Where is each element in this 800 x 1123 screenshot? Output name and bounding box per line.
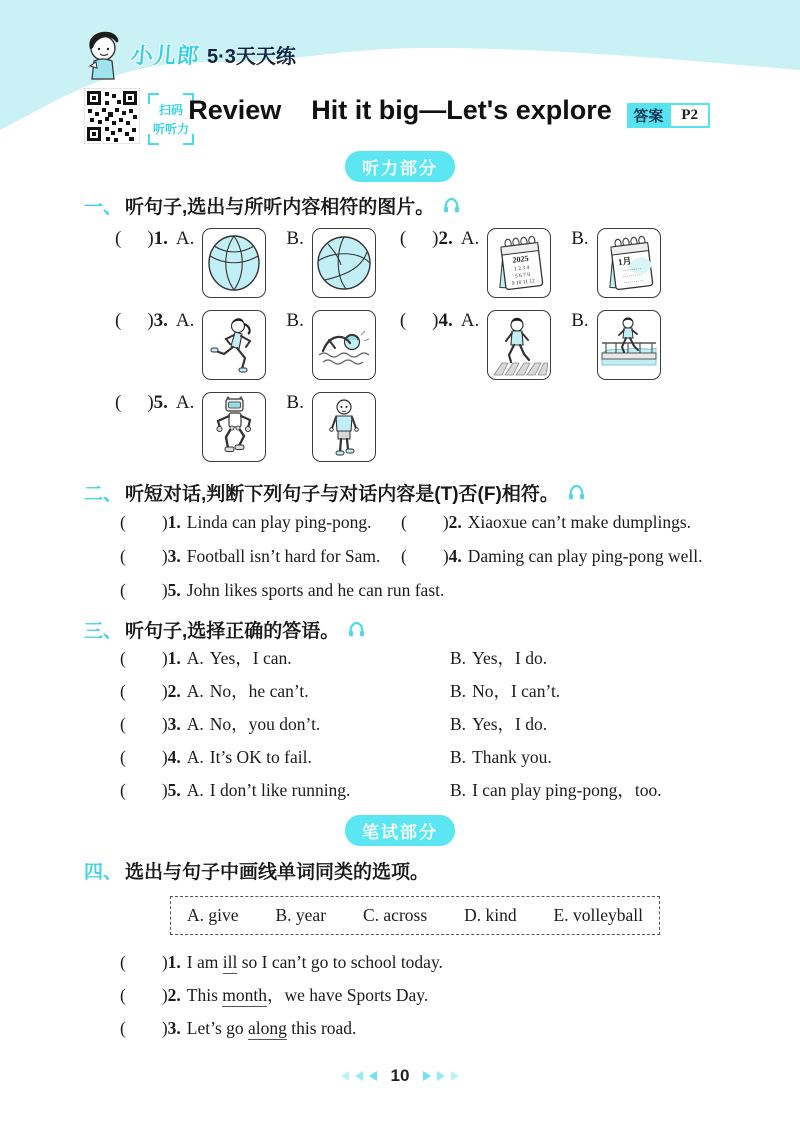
- section4-number: 四、: [84, 862, 123, 883]
- question-number: 5.: [153, 392, 168, 413]
- option-a-text: Yes，I can.: [209, 648, 292, 668]
- item-number: 2.: [167, 681, 181, 701]
- option-a-label: A.: [175, 392, 195, 413]
- section1-row1: [115, 228, 661, 298]
- right-arrow-icon: [437, 1071, 445, 1081]
- question-4: [400, 310, 661, 380]
- reply-item-4-b: [450, 747, 726, 768]
- option-b-label: B.: [450, 780, 467, 800]
- answer-paren-open: (: [120, 681, 126, 701]
- reply-item-3-b: [450, 714, 726, 735]
- section3-items: [120, 648, 726, 801]
- tf-item-1: [120, 512, 401, 533]
- reply-item-1-a: [120, 648, 450, 669]
- option-b-label: B.: [450, 714, 467, 734]
- option-a-label: A.: [175, 310, 195, 331]
- item-number: 3.: [167, 546, 181, 566]
- sentence-pre: I am: [186, 952, 223, 972]
- svg-text:··········: ··········: [621, 266, 642, 275]
- answer-paren-open: (: [120, 952, 126, 972]
- word-bank-option: C. across: [362, 905, 428, 925]
- answer-paren-close: ): [161, 985, 168, 1005]
- robot-running-image: [202, 392, 266, 462]
- boy-crossing-bridge-image: [597, 310, 661, 380]
- question-5: [115, 392, 376, 462]
- desk-calendar-january-image: [597, 228, 661, 298]
- answer-paren-open: (: [115, 310, 122, 331]
- option-b-text: No，I can’t.: [472, 681, 561, 701]
- written-section-badge: 笔试部分: [345, 815, 455, 846]
- reply-item-2-a: [120, 681, 450, 702]
- option-b-text: Yes，I do.: [472, 714, 548, 734]
- answer-paren-close: ): [442, 546, 449, 566]
- section1-row3: [115, 392, 376, 462]
- answer-paren-open: (: [120, 985, 126, 1005]
- option-b-label: B.: [450, 747, 467, 767]
- section1-row2: [115, 310, 661, 380]
- option-b-text: Thank you.: [472, 747, 552, 767]
- reply-item-4-a: [120, 747, 450, 768]
- section4-heading: [84, 857, 429, 884]
- item-number: 1.: [167, 512, 181, 532]
- answer-paren-close: ): [161, 681, 168, 701]
- left-arrow-icon: [341, 1071, 349, 1081]
- item-number: 2.: [448, 512, 462, 532]
- question-2: [400, 228, 661, 298]
- question-number: 4.: [438, 310, 453, 331]
- reply-item-1-b: [450, 648, 726, 669]
- tf-item-5: [120, 580, 726, 601]
- item-text: John likes sports and he can run fast.: [186, 580, 445, 600]
- section2-number: 二、: [84, 484, 123, 505]
- option-a-label: A.: [186, 681, 204, 701]
- reply-item-5-b: [450, 780, 726, 801]
- sentence-pre: Let’s go: [186, 1018, 249, 1038]
- qr-caption-line1: 扫码: [158, 103, 183, 117]
- section3-number: 三、: [84, 621, 123, 642]
- answer-paren-close: ): [161, 952, 168, 972]
- svg-text:5 6 7 8: 5 6 7 8: [514, 271, 531, 280]
- tf-item-2: [401, 512, 726, 533]
- underlined-word: ill: [222, 952, 238, 972]
- title-review: Review: [188, 95, 282, 125]
- mascot-boy-icon: [82, 28, 124, 80]
- option-b-text: I can play ping-pong，too.: [472, 780, 662, 800]
- answer-paren-close: ): [161, 648, 168, 668]
- answer-paren-open: (: [120, 747, 126, 767]
- section2-items: [120, 512, 726, 601]
- item-text: Football isn’t hard for Sam.: [186, 546, 381, 566]
- right-arrow-icon: [451, 1071, 459, 1081]
- answer-paren-close: ): [161, 714, 168, 734]
- classify-item-2: [120, 985, 443, 1006]
- answer-page: P2: [669, 103, 710, 128]
- reply-item-2-b: [450, 681, 726, 702]
- reply-item-5-a: [120, 780, 450, 801]
- answer-paren-close: ): [161, 1018, 168, 1038]
- sentence-post: ，we have Sports Day.: [267, 985, 429, 1005]
- series-name: 5·3天天练: [207, 45, 296, 68]
- answer-paren-open: (: [120, 1018, 126, 1038]
- svg-text:··········: ··········: [622, 278, 644, 287]
- item-number: 1.: [167, 648, 181, 668]
- word-bank-option: D. kind: [464, 905, 517, 925]
- answer-paren-close: ): [147, 228, 154, 249]
- sentence-pre: This: [186, 985, 223, 1005]
- option-a-text: I don’t like running.: [209, 780, 351, 800]
- answer-paren-close: ): [432, 310, 439, 331]
- item-number: 5.: [167, 780, 181, 800]
- qr-caption-line2: 听听力: [152, 122, 189, 136]
- answer-paren-open: (: [115, 228, 122, 249]
- question-number: 3.: [153, 310, 168, 331]
- item-number: 4.: [448, 546, 462, 566]
- reply-item-3-a: [120, 714, 450, 735]
- word-bank-option: B. year: [275, 905, 327, 925]
- sentence-post: this road.: [286, 1018, 357, 1038]
- item-number: 3.: [167, 714, 181, 734]
- answer-paren-close: ): [432, 228, 439, 249]
- item-number: 1.: [167, 952, 181, 972]
- item-number: 4.: [167, 747, 181, 767]
- tf-item-4: [401, 546, 726, 567]
- girl-running-image: [202, 310, 266, 380]
- option-a-text: It’s OK to fail.: [209, 747, 312, 767]
- option-a-label: A.: [460, 228, 480, 249]
- left-arrow-icon: [369, 1071, 377, 1081]
- answer-paren-open: (: [120, 780, 126, 800]
- section1-title: 听句子,选出与所听内容相符的图片。: [125, 197, 435, 218]
- answer-paren-open: (: [399, 228, 407, 249]
- option-b-label: B.: [571, 310, 589, 331]
- headphones-icon: [347, 621, 366, 638]
- boy-walking-image: [312, 392, 376, 462]
- classify-item-1: [120, 952, 443, 973]
- word-bank-option: E. volleyball: [553, 905, 643, 925]
- page-footer: [0, 1066, 800, 1086]
- answer-paren-close: ): [161, 780, 168, 800]
- option-a-text: No，he can’t.: [209, 681, 309, 701]
- answer-paren-open: (: [115, 392, 122, 413]
- basketball-image: [202, 228, 266, 298]
- boy-crossing-road-image: [487, 310, 551, 380]
- option-b-label: B.: [286, 228, 304, 249]
- answer-label: 答案: [627, 103, 669, 128]
- title-unit: Hit it big—Let's explore: [311, 95, 612, 125]
- section3-heading: [84, 616, 366, 643]
- section2-heading: [84, 479, 586, 506]
- section2-title: 听短对话,判断下列句子与对话内容是(T)否(F)相符。: [125, 484, 559, 505]
- headphones-icon: [567, 484, 586, 501]
- answer-paren-close: ): [161, 546, 168, 566]
- option-a-label: A.: [186, 648, 204, 668]
- option-a-label: A.: [186, 747, 204, 767]
- section1-number: 一、: [84, 197, 123, 218]
- answer-paren-close: ): [147, 310, 154, 331]
- question-3: [115, 310, 376, 380]
- answer-paren-open: (: [120, 580, 126, 600]
- desk-calendar-2025-image: [487, 228, 551, 298]
- option-a-label: A.: [460, 310, 480, 331]
- sentence-post: so I can’t go to school today.: [237, 952, 443, 972]
- answer-paren-open: (: [120, 714, 126, 734]
- left-arrow-icon: [355, 1071, 363, 1081]
- classify-item-3: [120, 1018, 443, 1039]
- answer-paren-close: ): [161, 580, 168, 600]
- answer-paren-open: (: [120, 512, 126, 532]
- section3-title: 听句子,选择正确的答语。: [125, 621, 340, 642]
- logo-name: 小儿郎: [129, 42, 202, 68]
- svg-text:9 10 11 12: 9 10 11 12: [511, 278, 536, 287]
- answer-paren-open: (: [120, 648, 126, 668]
- word-bank-option: A. give: [187, 905, 239, 925]
- answer-paren-close: ): [442, 512, 449, 532]
- section4-title: 选出与句子中画线单词同类的选项。: [125, 862, 430, 883]
- question-1: [115, 228, 376, 298]
- tf-item-3: [120, 546, 401, 567]
- item-text: Xiaoxue can’t make dumplings.: [467, 512, 692, 532]
- item-number: 3.: [167, 1018, 181, 1038]
- answer-reference: [627, 103, 710, 128]
- option-b-text: Yes，I do.: [472, 648, 548, 668]
- option-b-label: B.: [286, 392, 304, 413]
- item-number: 5.: [167, 580, 181, 600]
- svg-text:2025: 2025: [512, 253, 530, 265]
- item-text: Daming can play ping-pong well.: [467, 546, 703, 566]
- question-number: 2.: [438, 228, 453, 249]
- answer-paren-close: ): [161, 747, 168, 767]
- item-text: Linda can play ping-pong.: [186, 512, 372, 532]
- option-a-text: No，you don’t.: [209, 714, 321, 734]
- page-number: 10: [390, 1066, 410, 1085]
- option-b-label: B.: [450, 681, 467, 701]
- section1-heading: [84, 192, 461, 219]
- listening-section-badge: 听力部分: [345, 151, 455, 182]
- answer-paren-open: (: [120, 546, 126, 566]
- boy-swimming-image: [312, 310, 376, 380]
- svg-text:1月: 1月: [617, 255, 632, 268]
- option-b-label: B.: [571, 228, 589, 249]
- answer-paren-open: (: [401, 546, 407, 566]
- svg-text:1 2 3 4: 1 2 3 4: [514, 264, 530, 273]
- svg-text:··········: ··········: [622, 272, 643, 281]
- option-b-label: B.: [286, 310, 304, 331]
- option-a-label: A.: [186, 714, 204, 734]
- underlined-word: month: [222, 985, 268, 1005]
- answer-paren-open: (: [399, 310, 407, 331]
- answer-paren-close: ): [147, 392, 154, 413]
- brand: [82, 28, 296, 80]
- option-a-label: A.: [175, 228, 195, 249]
- section4-items: [120, 952, 443, 1039]
- underlined-word: along: [248, 1018, 287, 1038]
- option-b-label: B.: [450, 648, 467, 668]
- word-bank: [170, 896, 660, 935]
- headphones-icon: [442, 197, 461, 214]
- answer-paren-close: ): [161, 512, 168, 532]
- item-number: 2.: [167, 985, 181, 1005]
- answer-paren-open: (: [401, 512, 407, 532]
- option-a-label: A.: [186, 780, 204, 800]
- question-number: 1.: [153, 228, 168, 249]
- volleyball-image: [312, 228, 376, 298]
- right-arrow-icon: [423, 1071, 431, 1081]
